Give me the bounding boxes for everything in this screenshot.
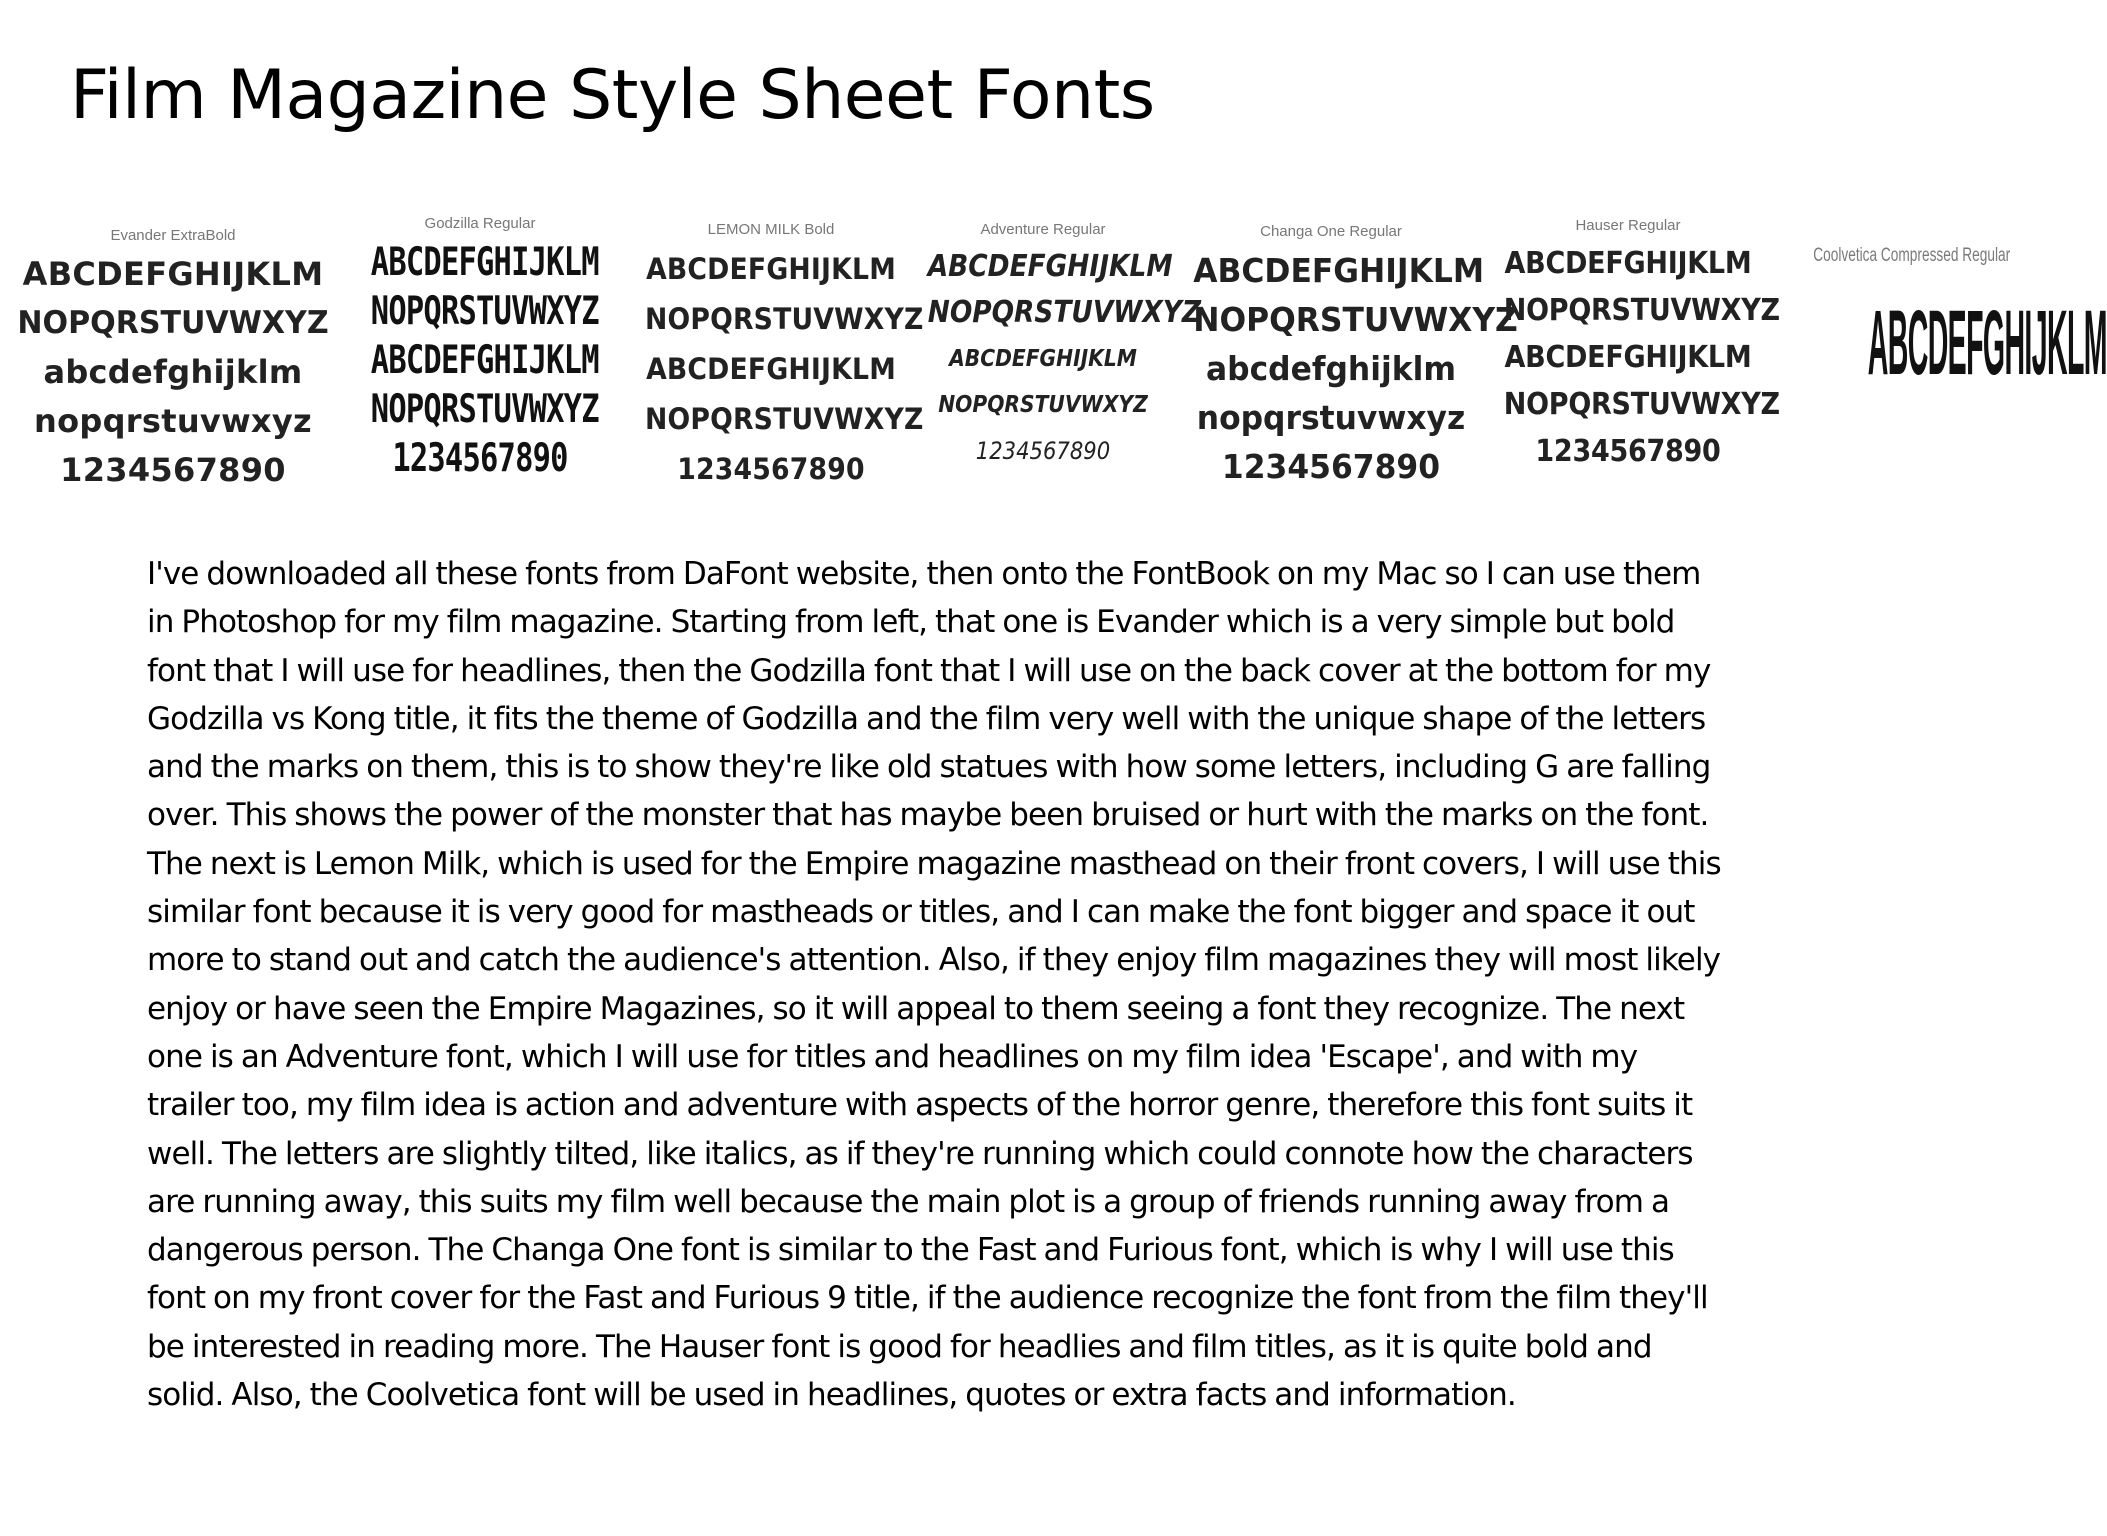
body-line: and the marks on them, this is to show they're like old statues with how some letters, including G are falling xyxy=(147,749,1711,786)
body-line: well. The letters are slightly tilted, like italics, as if they're running which could connote how the characters xyxy=(147,1135,1693,1172)
font-specimen-changa-one xyxy=(1186,208,1518,508)
font-specimen-name: Changa One Regular xyxy=(1260,223,1402,240)
font-specimen-line: ABCDEFGHIJKLM xyxy=(646,252,896,286)
body-line: dangerous person. The Changa One font is similar to the Fast and Furious font, which is why I will use this xyxy=(147,1232,1674,1269)
font-specimen-line: ABCDEFGHIJKLM xyxy=(949,346,1137,372)
font-specimen-line: NOPQRSTUVWXYZ xyxy=(1503,293,1780,328)
font-specimen-line: nopqrstuvwxyz xyxy=(1196,398,1466,437)
body-line: are running away, this suits my film well because the main plot is a group of friends running away from a xyxy=(147,1183,1670,1220)
font-specimen-line: NOPQRSTUVWXYZ xyxy=(644,402,924,436)
body-line: over. This shows the power of the monster that has maybe been bruised or hurt with the marks on the font. xyxy=(147,797,1709,834)
body-line: solid. Also, the Coolvetica font will be used in headlines, quotes or extra facts and information. xyxy=(147,1377,1516,1414)
font-specimen-lemon-milk xyxy=(634,208,924,508)
body-line: The next is Lemon Milk, which is used for the Empire magazine masthead on their front covers, I will use this xyxy=(147,845,1721,882)
font-specimen-line: 1234567890 xyxy=(1221,447,1441,486)
font-specimen-line: NOPQRSTUVWXYZ xyxy=(1193,300,1518,339)
slide-title: Film Magazine Style Sheet Fonts xyxy=(70,56,1155,135)
body-line: enjoy or have seen the Empire Magazines, so it will appeal to them seeing a font they recognize. The next xyxy=(147,990,1685,1027)
font-specimen-strip xyxy=(0,208,2107,508)
font-specimen-name: Hauser Regular xyxy=(1575,217,1681,234)
font-specimen-godzilla xyxy=(340,208,620,508)
font-specimen-line: ABCDEFGHIJKLM xyxy=(370,338,599,383)
font-specimen-line: NOPQRSTUVWXYZ xyxy=(370,289,599,334)
font-specimen-line: NOPQRSTUVWXYZ xyxy=(927,295,1202,330)
font-specimen-line: NOPQRSTUVWXYZ xyxy=(644,302,924,336)
font-specimen-line: NOPQRSTUVWXYZ xyxy=(370,387,599,432)
font-specimen-line: ABCDEFGHIJKLM xyxy=(370,240,599,285)
body-line: be interested in reading more. The Hauser font is good for headlies and film titles, as it is quite bold and xyxy=(147,1328,1652,1365)
font-specimen-evander xyxy=(8,208,338,508)
font-specimen-line: ABCDEFGHIJKLM xyxy=(646,352,896,386)
font-specimen-adventure xyxy=(912,208,1202,508)
font-specimen-line: ABCDEFGHIJKLM xyxy=(1504,340,1752,375)
font-specimen-hauser xyxy=(1490,208,1780,508)
font-specimen-line: abcdefghijklm xyxy=(43,353,303,391)
font-specimen-name: LEMON MILK Bold xyxy=(707,221,835,238)
font-specimen-line: ABCDEFGHIJKLM xyxy=(1504,246,1752,281)
font-specimen-line: 1234567890 xyxy=(60,451,286,489)
font-specimen-line: 1234567890 xyxy=(975,437,1111,465)
font-specimen-line: NOPQRSTUVWXYZ xyxy=(1503,387,1780,422)
body-line: in Photoshop for my film magazine. Starting from left, that one is Evander which is a very simple but bold xyxy=(147,604,1675,641)
font-specimen-name: Coolvetica Compressed Regular xyxy=(1813,245,2011,266)
font-specimen-line: abcdefghijklm xyxy=(1205,349,1457,388)
body-line: trailer too, my film idea is action and adventure with aspects of the horror genre, therefore this font suits it xyxy=(147,1087,1693,1124)
body-line: similar font because it is very good for mastheads or titles, and I can make the font bigger and space it out xyxy=(147,894,1695,931)
body-line: I've downloaded all these fonts from DaFont website, then onto the FontBook on my Mac so I can use them xyxy=(147,556,1701,592)
body-line: font that I will use for headlines, then the Godzilla font that I will use on the back cover at the bottom for my xyxy=(147,652,1711,689)
font-specimen-coolvetica xyxy=(1776,208,2107,508)
body-paragraph xyxy=(147,550,1927,1419)
body-line: Godzilla vs Kong title, it fits the theme of Godzilla and the film very well with the unique shape of the letters xyxy=(147,700,1706,737)
font-specimen-line: ABCDEFGHIJKLM xyxy=(1193,251,1485,290)
font-specimen-line: 1234567890 xyxy=(392,436,568,481)
body-line: more to stand out and catch the audience's attention. Also, if they enjoy film magazines they will most likely xyxy=(147,942,1721,979)
font-specimen-line: ABCDEFGHIJKLM xyxy=(1867,292,2107,394)
font-specimen-name: Evander ExtraBold xyxy=(110,227,236,244)
font-specimen-line: NOPQRSTUVWXYZ xyxy=(17,305,329,341)
font-specimen-line: ABCDEFGHIJKLM xyxy=(927,249,1173,284)
font-specimen-line: ABCDEFGHIJKLM xyxy=(22,255,324,293)
font-specimen-line: NOPQRSTUVWXYZ xyxy=(938,392,1148,418)
font-specimen-line: 1234567890 xyxy=(1535,434,1721,469)
body-line: one is an Adventure font, which I will use for titles and headlines on my film idea 'Escape', and with my xyxy=(147,1038,1638,1075)
font-specimen-name: Godzilla Regular xyxy=(424,215,536,232)
font-specimen-line: 1234567890 xyxy=(677,452,865,486)
font-specimen-line: nopqrstuvwxyz xyxy=(34,402,312,440)
body-line: font on my front cover for the Fast and Furious 9 title, if the audience recognize the font from the film they'll xyxy=(147,1280,1708,1317)
font-specimen-name: Adventure Regular xyxy=(980,221,1106,238)
